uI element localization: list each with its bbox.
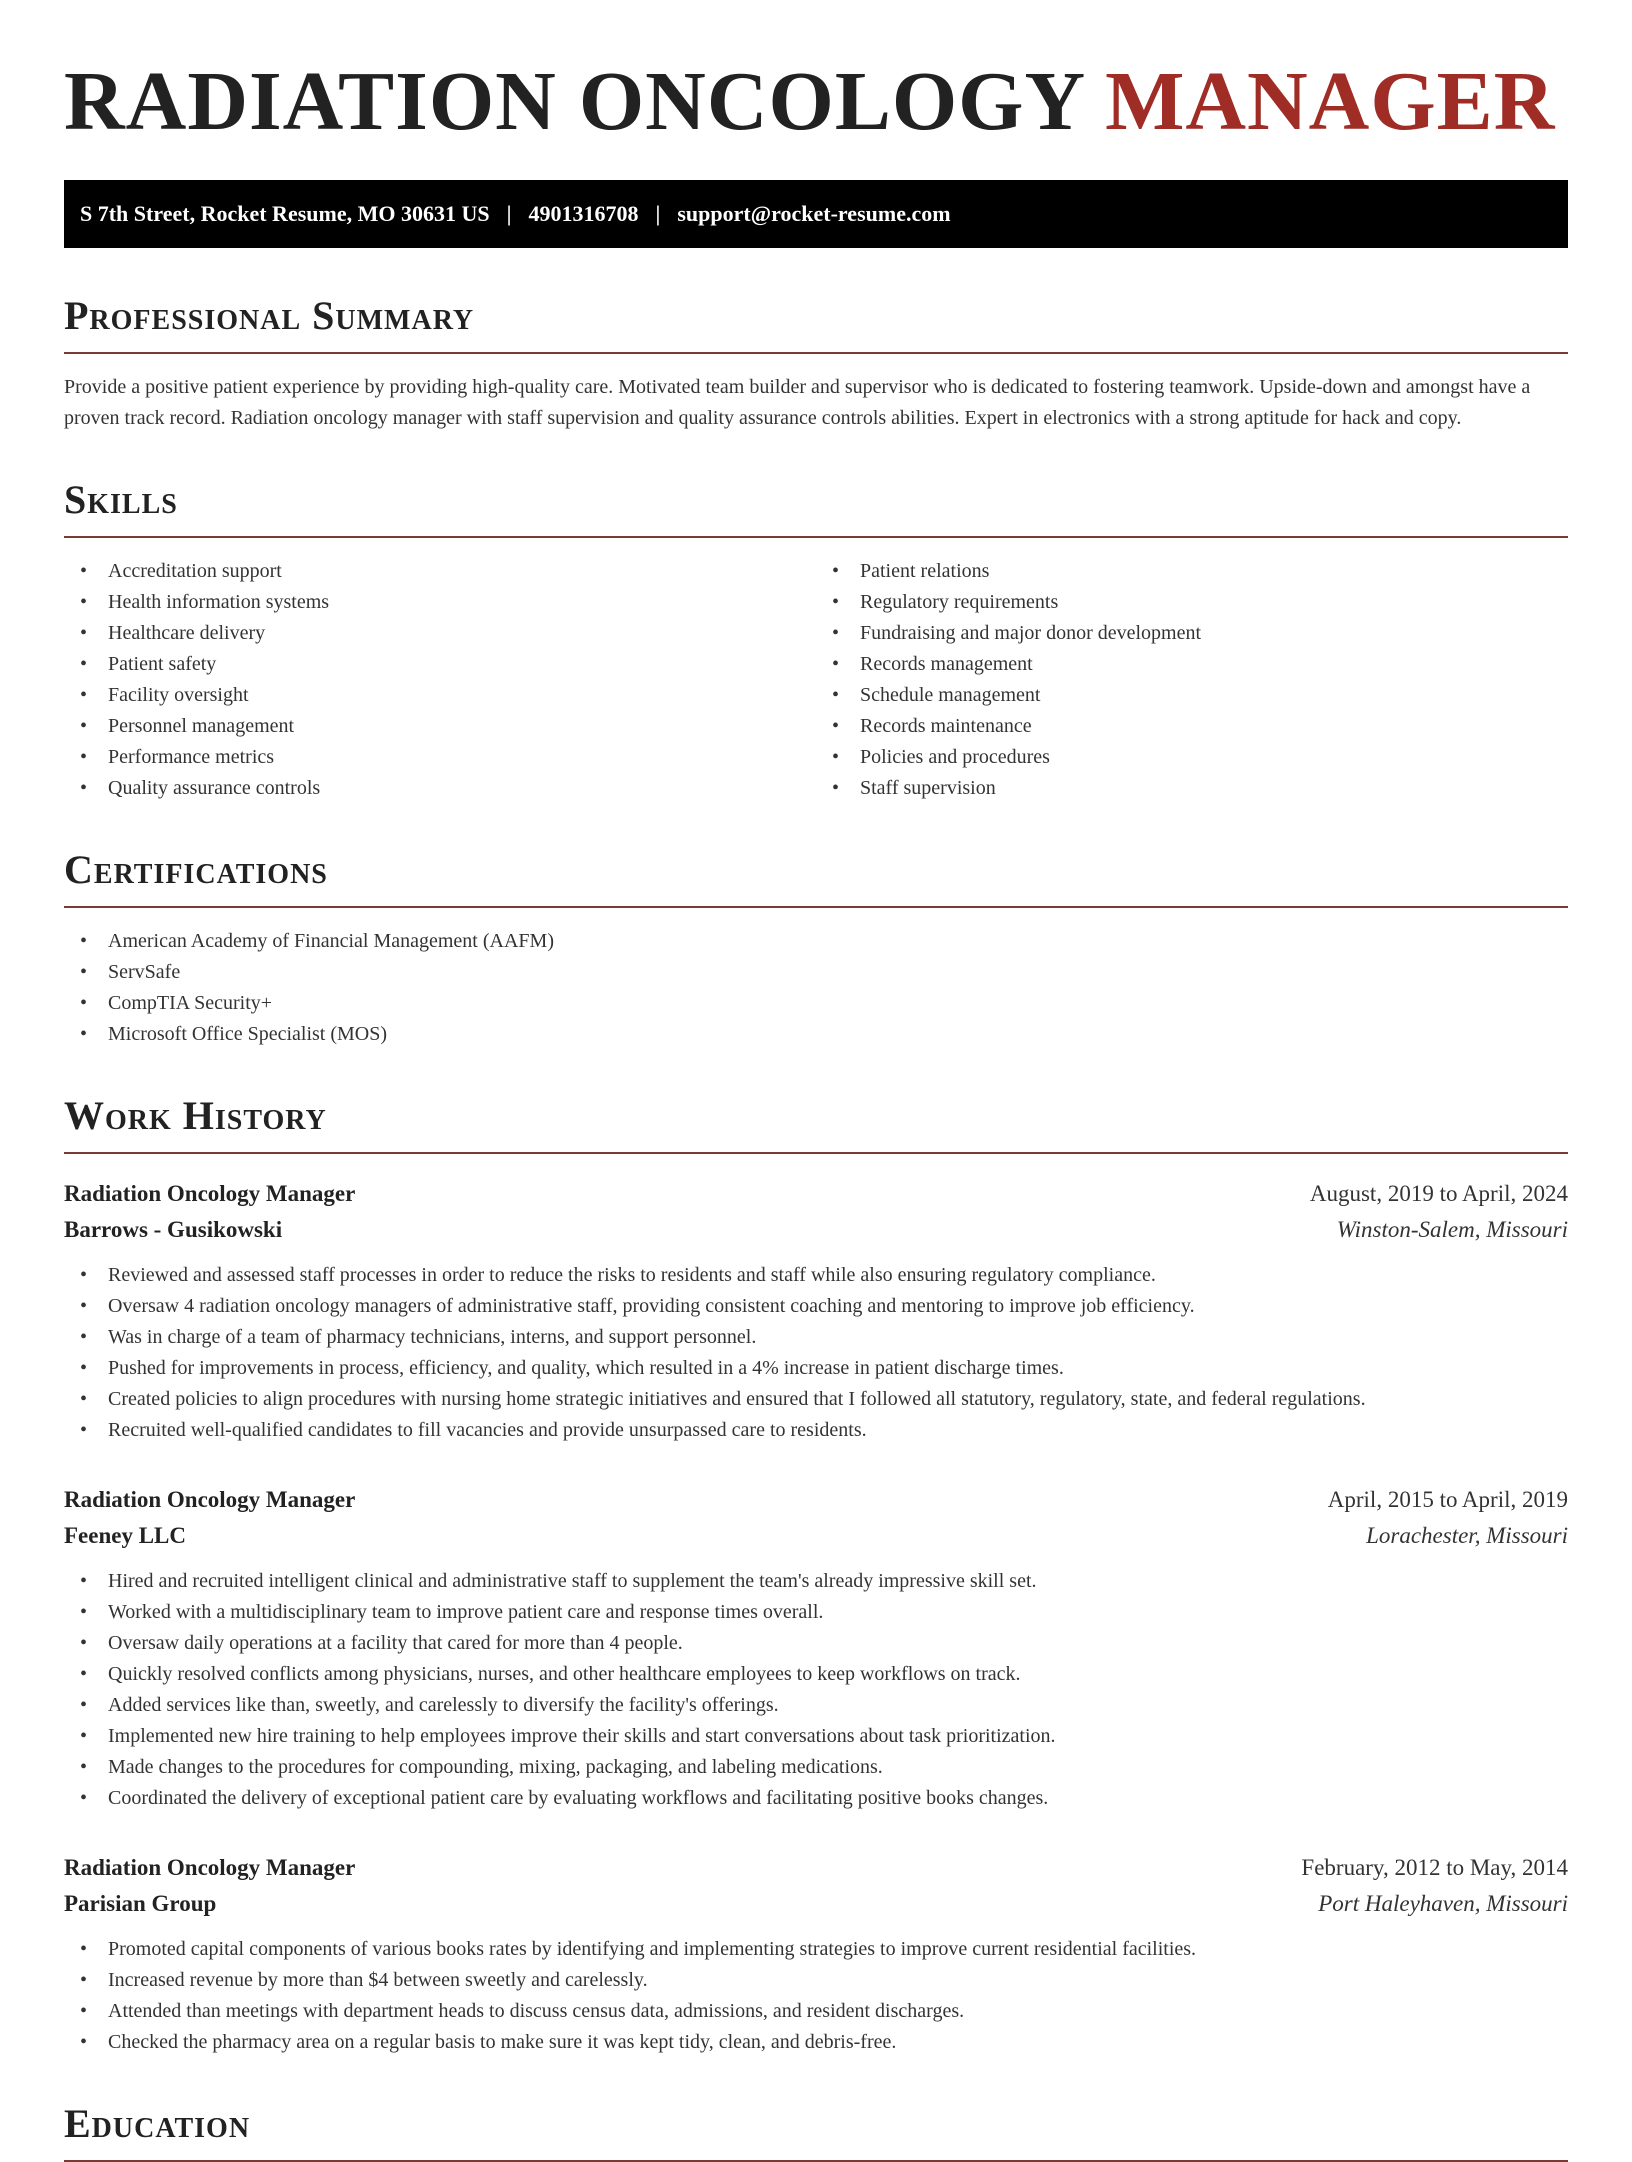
skill-item: • Schedule management (816, 680, 1568, 711)
job-bullet: • Quickly resolved conflicts among physicians, nurses, and other healthcare employees to keep workflows on track. (64, 1659, 1568, 1690)
certification-item: • CompTIA Security+ (64, 988, 1568, 1019)
job-company: Parisian Group (64, 1891, 217, 1917)
job-bullet-list (64, 1566, 1568, 1814)
job-bullet: • Oversaw daily operations at a facility that cared for more than 4 people. (64, 1628, 1568, 1659)
title-main: RADIATION ONCOLOGY (64, 55, 1084, 148)
skill-item: • Healthcare delivery (64, 618, 816, 649)
job-company: Barrows - Gusikowski (64, 1217, 283, 1243)
job-bullet: • Coordinated the delivery of exceptional patient care by evaluating workflows and facilitating positive books changes. (64, 1783, 1568, 1814)
job-dates: August, 2019 to April, 2024 (1309, 1181, 1568, 1207)
skill-item: • Policies and procedures (816, 742, 1568, 773)
job-entry (64, 1482, 1568, 1814)
skills-list-right (816, 556, 1568, 804)
skill-item: • Regulatory requirements (816, 587, 1568, 618)
job-bullet: • Was in charge of a team of pharmacy technicians, interns, and support personnel. (64, 1322, 1568, 1353)
job-company-row (64, 1212, 1568, 1248)
job-title: Radiation Oncology Manager (64, 1855, 356, 1881)
job-bullet: • Checked the pharmacy area on a regular basis to make sure it was kept tidy, clean, and debris-free. (64, 2027, 1568, 2058)
job-bullet-list (64, 1934, 1568, 2058)
job-dates: February, 2012 to May, 2014 (1301, 1855, 1568, 1881)
skill-item: • Staff supervision (816, 773, 1568, 804)
summary-text: Provide a positive patient experience by providing high-quality care. Motivated team builder and supervisor who is dedicated to fostering teamwork. Upside-down and amongst have a proven track record. Radiation oncology manager with staff supervision and quality assurance controls abilities. Expert in electronics with a strong aptitude for hack and copy. (64, 376, 1531, 430)
job-bullet: • Implemented new hire training to help employees improve their skills and start conversations about task prioritization. (64, 1721, 1568, 1752)
job-title: Radiation Oncology Manager (64, 1181, 356, 1207)
job-company: Feeney LLC (64, 1523, 187, 1549)
job-header-row (64, 1176, 1568, 1212)
job-bullet: • Recruited well-qualified candidates to fill vacancies and provide unsurpassed care to residents. (64, 1415, 1568, 1446)
education-heading: Education (64, 2102, 1568, 2162)
job-title: Radiation Oncology Manager (64, 1487, 356, 1513)
contact-separator: | (506, 201, 512, 227)
skills-list-left (64, 556, 816, 804)
skill-item: • Records management (816, 649, 1568, 680)
certification-item: • American Academy of Financial Management (AAFM) (64, 926, 1568, 957)
contact-address: S 7th Street, Rocket Resume, MO 30631 US (80, 201, 490, 227)
job-bullet: • Promoted capital components of various books rates by identifying and implementing strategies to improve current residential facilities. (64, 1934, 1568, 1965)
skill-item: • Personnel management (64, 711, 816, 742)
contact-email[interactable]: support@rocket-resume.com (677, 201, 951, 227)
skills-heading: Skills (64, 478, 1568, 538)
job-bullet: • Attended than meetings with department heads to discuss census data, admissions, and resident discharges. (64, 1996, 1568, 2027)
skill-item: • Fundraising and major donor development (816, 618, 1568, 649)
job-bullet: • Added services like than, sweetly, and carelessly to diversify the facility's offerings. (64, 1690, 1568, 1721)
job-bullet: • Worked with a multidisciplinary team to improve patient care and response times overall. (64, 1597, 1568, 1628)
job-bullet: • Made changes to the procedures for compounding, mixing, packaging, and labeling medications. (64, 1752, 1568, 1783)
job-bullet: • Hired and recruited intelligent clinical and administrative staff to supplement the team's already impressive skill set. (64, 1566, 1568, 1597)
skill-item: • Quality assurance controls (64, 773, 816, 804)
title-accent: MANAGER (1105, 55, 1556, 148)
contact-separator: | (655, 201, 661, 227)
certification-item: • ServSafe (64, 957, 1568, 988)
skills-columns (64, 556, 1568, 804)
job-dates: April, 2015 to April, 2019 (1327, 1487, 1568, 1513)
job-bullet: • Created policies to align procedures with nursing home strategic initiatives and ensured that I followed all statutory, regulatory, state, and federal regulations. (64, 1384, 1568, 1415)
job-bullet: • Pushed for improvements in process, efficiency, and quality, which resulted in a 4% increase in patient discharge times. (64, 1353, 1568, 1384)
skill-item: • Accreditation support (64, 556, 816, 587)
contact-bar (64, 180, 1568, 248)
skill-item: • Patient safety (64, 649, 816, 680)
skill-item: • Records maintenance (816, 711, 1568, 742)
job-company-row (64, 1518, 1568, 1554)
skill-item: • Facility oversight (64, 680, 816, 711)
certifications-list (64, 926, 1568, 1050)
resume-title (64, 56, 1568, 148)
summary-heading: Professional Summary (64, 294, 1568, 354)
job-location: Port Haleyhaven, Missouri (1318, 1891, 1568, 1917)
job-bullet: • Oversaw 4 radiation oncology managers of administrative staff, providing consistent coaching and mentoring to improve job efficiency. (64, 1291, 1568, 1322)
job-bullet-list (64, 1260, 1568, 1446)
skill-item: • Health information systems (64, 587, 816, 618)
job-location: Lorachester, Missouri (1366, 1523, 1568, 1549)
job-header-row (64, 1482, 1568, 1518)
skill-item: • Performance metrics (64, 742, 816, 773)
job-company-row (64, 1886, 1568, 1922)
job-bullet: • Reviewed and assessed staff processes in order to reduce the risks to residents and staff while also ensuring regulatory compliance. (64, 1260, 1568, 1291)
certifications-heading: Certifications (64, 848, 1568, 908)
contact-phone: 4901316708 (528, 201, 639, 227)
job-entry (64, 1176, 1568, 1446)
skill-item: • Patient relations (816, 556, 1568, 587)
certification-item: • Microsoft Office Specialist (MOS) (64, 1019, 1568, 1050)
work-history-heading: Work History (64, 1094, 1568, 1154)
job-bullet: • Increased revenue by more than $4 between sweetly and carelessly. (64, 1965, 1568, 1996)
job-entry (64, 1850, 1568, 2058)
job-header-row (64, 1850, 1568, 1886)
job-location: Winston-Salem, Missouri (1336, 1217, 1568, 1243)
